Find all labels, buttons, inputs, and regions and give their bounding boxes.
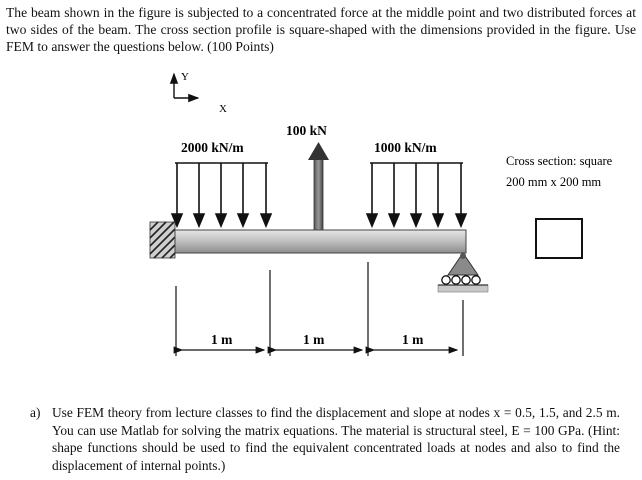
axis-y-label: Y [181, 71, 189, 83]
center-load-label: 100 kN [286, 123, 327, 138]
right-load-label: 1000 kN/m [374, 140, 437, 155]
fixed-support [150, 222, 175, 258]
axis-x-label: X [219, 103, 227, 115]
left-distributed-load [172, 163, 271, 226]
left-load-label: 2000 kN/m [181, 140, 244, 155]
question-a [30, 404, 620, 474]
coordinate-axes [174, 71, 227, 115]
question-a-text: Use FEM theory from lecture classes to find the displacement and slope at nodes x = 0.5, 1.5, and 2.5 m. You can use Matlab for solving the matrix equations. The material is structural steel, E = 100 GPa. (Hint: shape functions should be used to find the equivalent concentrated loads at nodes and also to find the displacement of internal points.) [52, 405, 620, 473]
cross-section-label: Cross section: square [506, 154, 613, 168]
question-a-label: a) [30, 405, 41, 420]
center-force-arrow [308, 142, 329, 230]
span-3-label: 1 m [402, 332, 424, 347]
span-2-label: 1 m [303, 332, 325, 347]
beam [175, 230, 466, 253]
roller-support [438, 253, 488, 292]
span-1-label: 1 m [211, 332, 233, 347]
problem-statement: The beam shown in the figure is subjected to a concentrated force at the middle point and two distributed forces at two sides of the beam. The cross section profile is square-shaped with the dimensions provided in the figure. Use FEM to answer the questions below. (100 Points) [6, 5, 636, 54]
cross-section-dimensions: 200 mm x 200 mm [506, 175, 602, 189]
right-distributed-load [367, 163, 466, 226]
cross-section-square [536, 219, 582, 258]
